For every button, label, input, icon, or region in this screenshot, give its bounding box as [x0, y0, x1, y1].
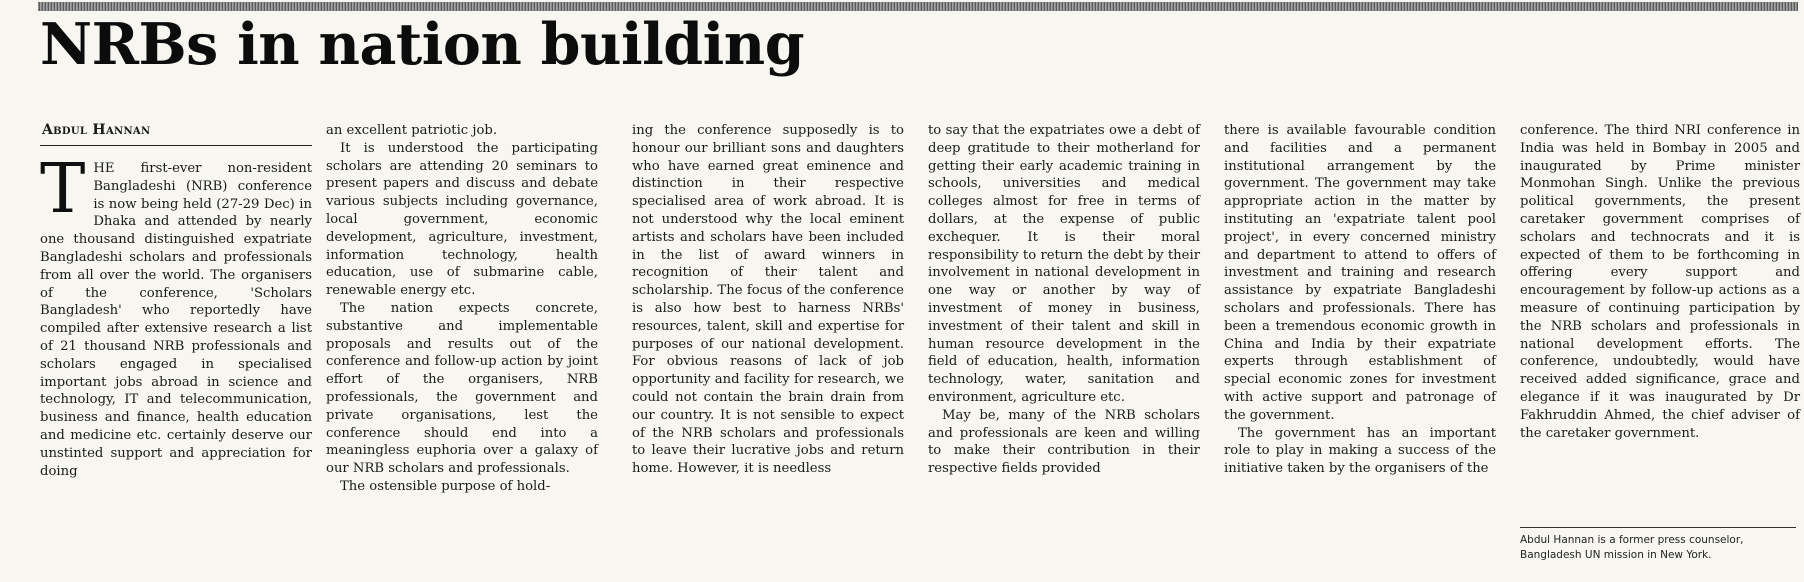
top-border-rule: [38, 2, 1798, 11]
paragraph: It is understood the participating scholars are attending 20 seminars to present papers and discuss and debate various subjects including governance, local government, economic development, agriculture, investment, information technology, health education, use of submarine cable, renewable energy etc.: [326, 140, 598, 299]
paragraph: THE first-ever non-resident Bangladeshi (NRB) conference is now being held (27-29 Dec) in Dhaka and attended by nearly one thousand distinguished expatriate Bangladeshi scholars and professionals from all over the world. The organisers of the conference, 'Scholars Bangladesh' who reportedly have compiled after extensive research a list of 21 thousand NRB professionals and scholars engaged in specialised important jobs abroad in science and technology, IT and telecommunication, business and finance, health education and medicine etc. certainly deserve our unstinted support and appreciation for doing: [40, 150, 312, 479]
paragraph: an excellent patriotic job.: [326, 123, 498, 138]
drop-cap: T: [40, 150, 86, 229]
footnote-divider: [1520, 527, 1796, 528]
article-column-5: [1224, 122, 1496, 478]
headline: NRBs in nation building: [40, 11, 805, 78]
paragraph: The government has an important role to play in making a success of the initiative taken by the organisers of the: [1224, 425, 1496, 477]
article-column-1: [40, 150, 312, 480]
paragraph: conference. The third NRI conference in India was held in Bombay in 2005 and inaugurated by Prime minister Monmohan Singh. Unlike the previous political governments, the present caretaker government comprises of scholars and technocrats and it is expected of them to be forthcoming in offering every support and encouragement by follow-up actions as a measure of continuing participation by the NRB scholars and professionals in national development efforts. The conference, undoubtedly, would have received added significance, grace and elegance if it was inaugurated by Dr Fakhruddin Ahmed, the chief adviser of the caretaker government.: [1520, 123, 1800, 441]
article-column-3: [632, 122, 904, 478]
byline-divider: [40, 145, 312, 146]
article-column-6: [1520, 122, 1800, 442]
paragraph: to say that the expatriates owe a debt of deep gratitude to their motherland for getting their early academic training in schools, universities and medical colleges almost for free in terms of dollars, at the expense of public exchequer. It is their moral responsibility to return the debt by their involvement in national development in one way or another by way of investment of money in business, investment of their talent and skill in human resource development in the field of education, health, information technology, water, sanitation and environment, agriculture etc.: [928, 123, 1200, 405]
author-footnote: Abdul Hannan is a former press counselor, Bangladesh UN mission in New York.: [1520, 534, 1744, 561]
paragraph: ing the conference supposedly is to honour our brilliant sons and daughters who have earned great eminence and distinction in their respective specialised area of work abroad. It is not understood why the local eminent artists and scholars have been included in the list of award winners in recognition of their talent and scholarship. The focus of the conference is also how best to harness NRBs' resources, talent, skill and expertise for purposes of our national development. For obvious reasons of lack of job opportunity and facility for research, we could not contain the brain drain from our country. It is not sensible to expect of the NRB scholars and professionals to leave their lucrative jobs and return home. However, it is needless: [632, 123, 904, 477]
article-column-2: [326, 122, 598, 496]
paragraph: The nation expects concrete, substantive and implementable proposals and results out of the conference and follow-up action by joint effort of the organisers, NRB professionals, the government and private organisations, lest the conference should end into a meaningless euphoria over a galaxy of our NRB scholars and professionals.: [326, 300, 598, 477]
paragraph: there is available favourable condition and facilities and a permanent institutional arrangement by the government. The government may take appropriate action in the matter by instituting an 'expatriate talent pool project', in every concerned ministry and department to attend to offers of investment and training and research assistance by expatriate Bangladeshi scholars and professionals. There has been a tremendous economic growth in China and India by their expatriate experts through establishment of special economic zones for investment with active support and patronage of the government.: [1224, 123, 1496, 423]
byline: Abdul Hannan: [42, 122, 151, 138]
paragraph: The ostensible purpose of hold-: [340, 478, 551, 494]
paragraph: May be, many of the NRB scholars and professionals are keen and willing to make their contribution in their respective fields provided: [928, 407, 1200, 477]
article-column-4: [928, 122, 1200, 478]
